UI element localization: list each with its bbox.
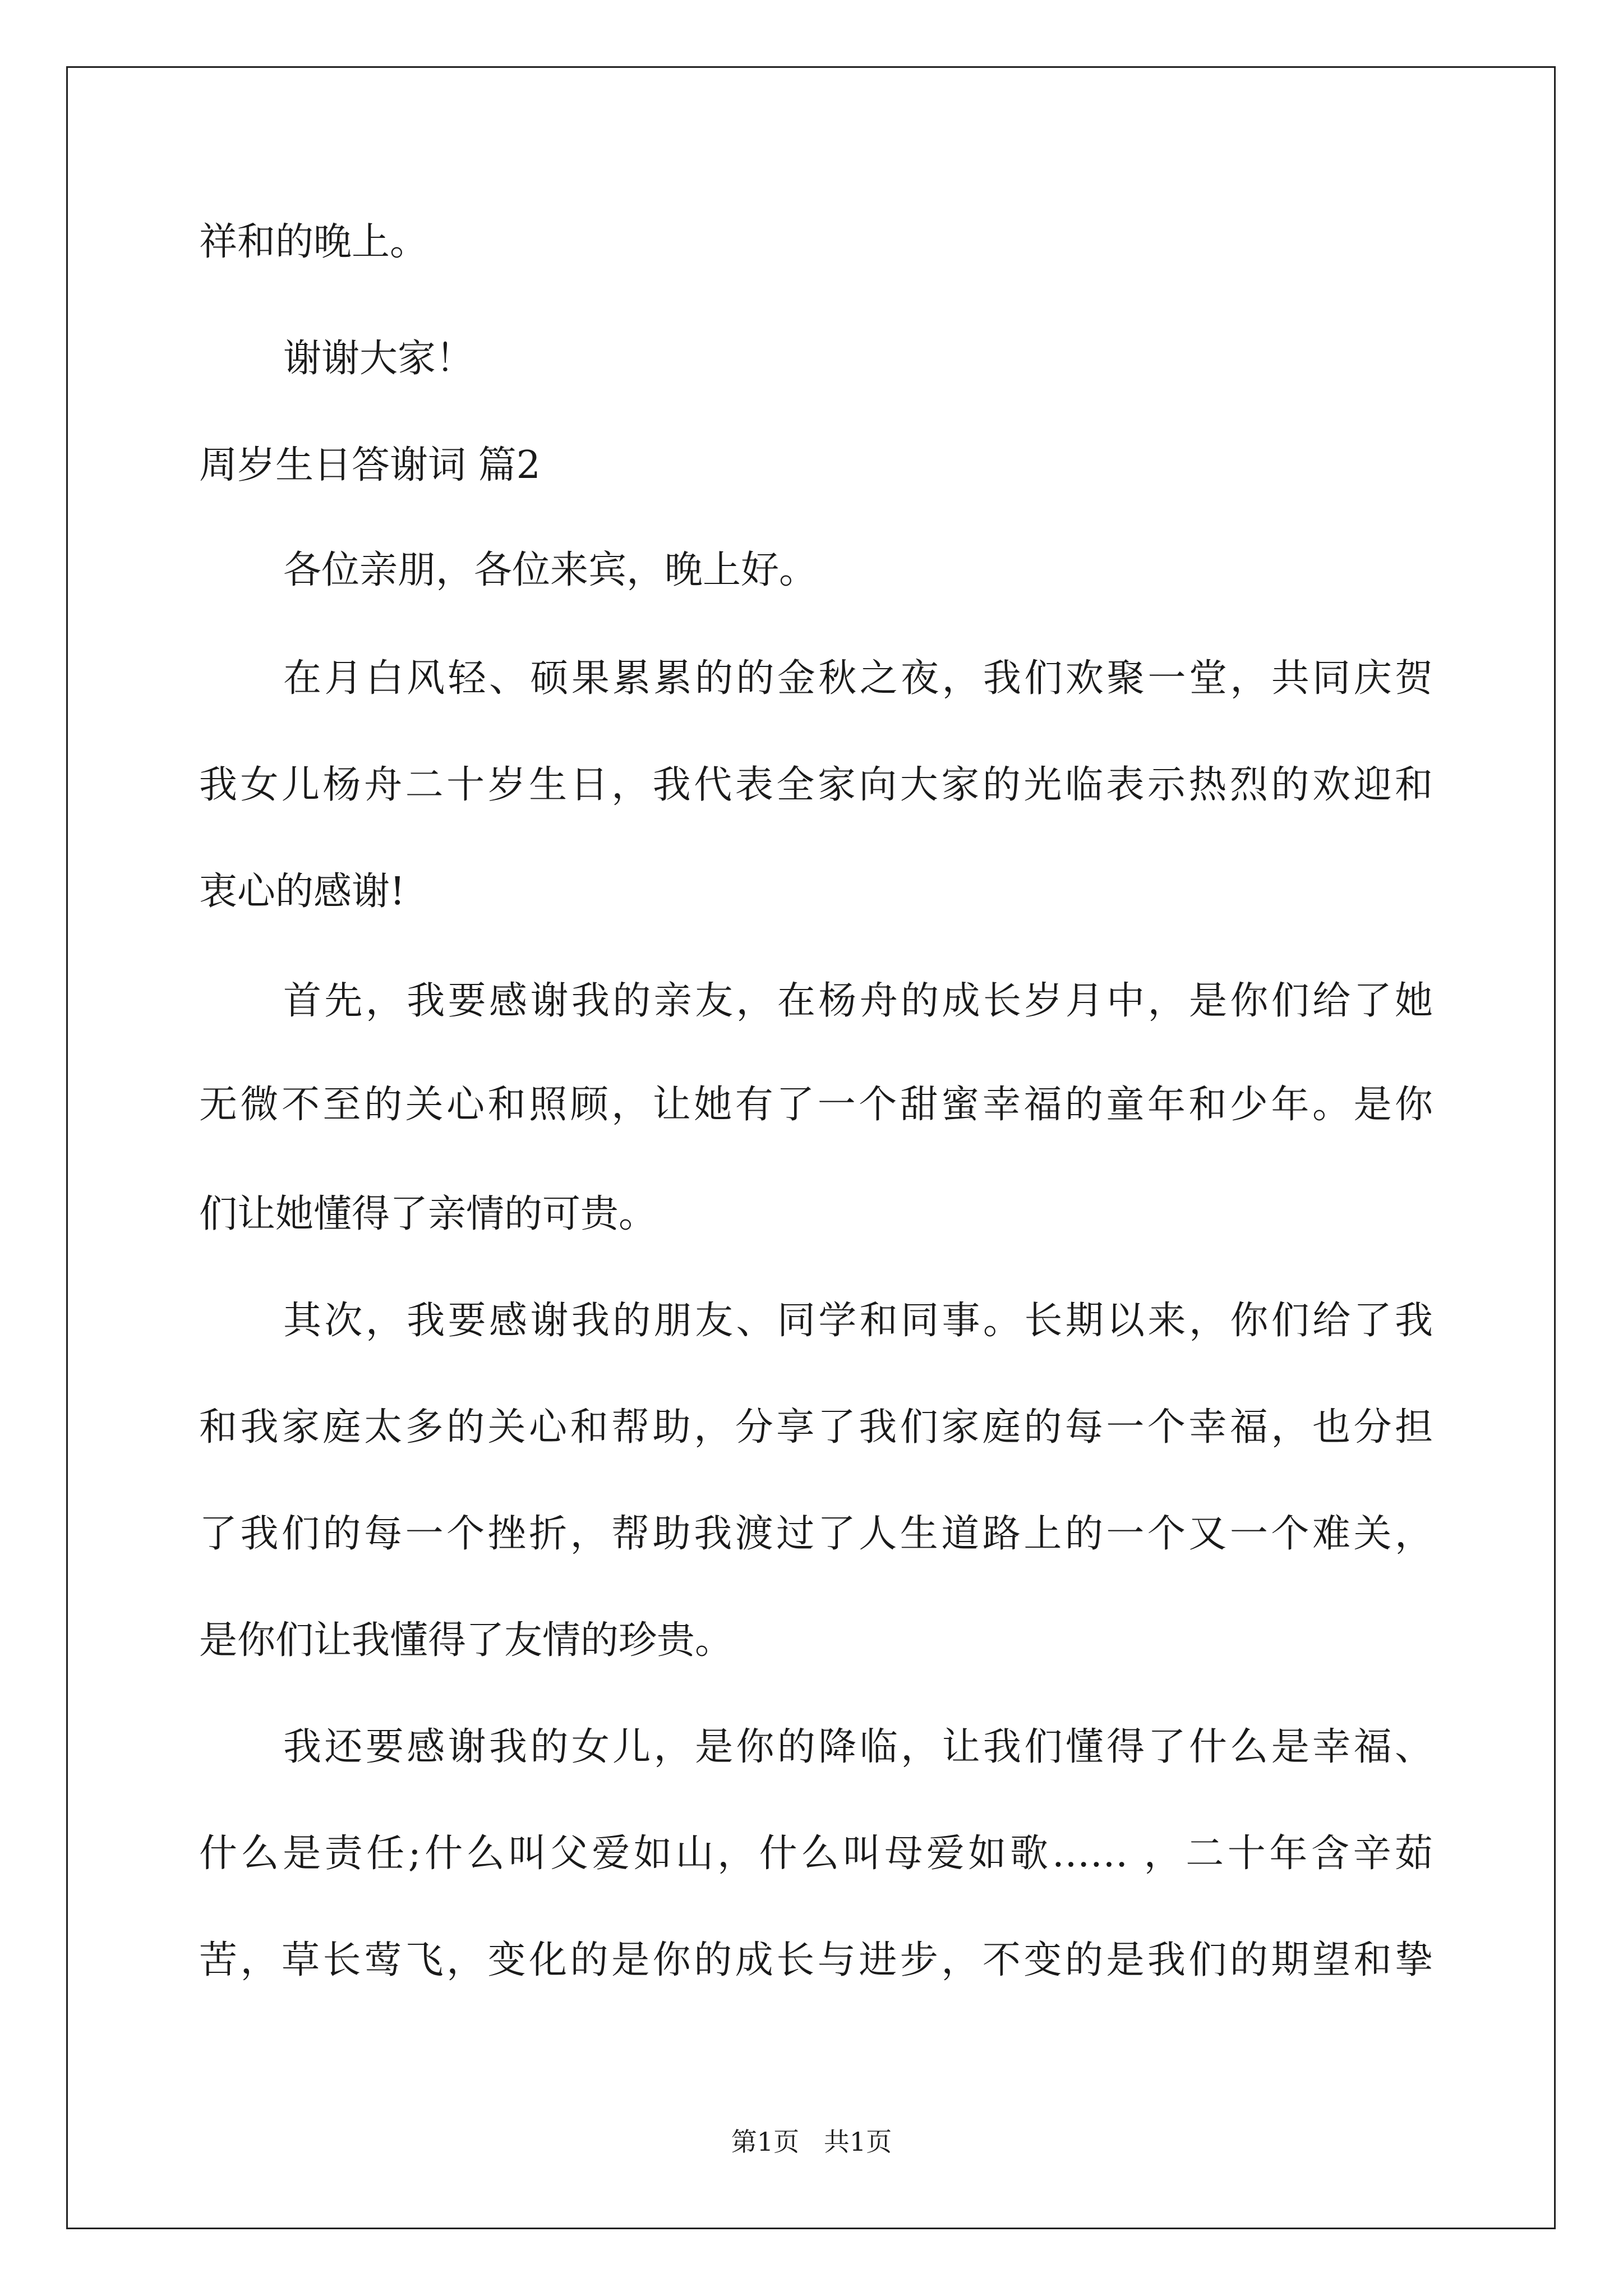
text-line-6: 我女儿杨舟二十岁生日，我代表全家向大家的光临表示热烈的欢迎和 — [199, 763, 1433, 807]
text-line-16: 什么是责任;什么叫父爱如山，什么叫母爱如歌…… ，二十年含辛茹 — [199, 1832, 1433, 1876]
text-line-12: 和我家庭太多的关心和帮助，分享了我们家庭的每一个幸福，也分担 — [199, 1405, 1433, 1450]
section-heading: 周岁生日答谢词 篇2 — [199, 443, 541, 487]
text-line-2: 谢谢大家！ — [283, 337, 474, 381]
text-line-5: 在月白风轻、硕果累累的的金秋之夜，我们欢聚一堂，共同庆贺 — [283, 656, 1433, 701]
page-footer: 第1页 共1页 — [731, 2127, 892, 2157]
text-line-13: 了我们的每一个挫折，帮助我渡过了人生道路上的一个又一个难关， — [199, 1512, 1433, 1556]
text-line-1: 祥和的晚上。 — [199, 220, 428, 264]
text-line-9: 无微不至的关心和照顾，让她有了一个甜蜜幸福的童年和少年。是你 — [199, 1083, 1433, 1127]
text-line-8: 首先，我要感谢我的亲友，在杨舟的成长岁月中，是你们给了她 — [283, 979, 1433, 1023]
page-border — [66, 66, 1556, 2229]
text-line-4: 各位亲朋，各位来宾，晚上好。 — [283, 548, 818, 592]
text-line-10: 们让她懂得了亲情的可贵。 — [199, 1192, 657, 1236]
text-line-11: 其次，我要感谢我的朋友、同学和同事。长期以来，你们给了我 — [283, 1299, 1433, 1343]
text-line-14: 是你们让我懂得了友情的珍贵。 — [199, 1618, 734, 1663]
text-line-7: 衷心的感谢! — [199, 869, 405, 914]
text-line-17: 苦，草长莺飞，变化的是你的成长与进步，不变的是我们的期望和挚 — [199, 1938, 1433, 1982]
text-line-15: 我还要感谢我的女儿，是你的降临，让我们懂得了什么是幸福、 — [283, 1725, 1433, 1769]
